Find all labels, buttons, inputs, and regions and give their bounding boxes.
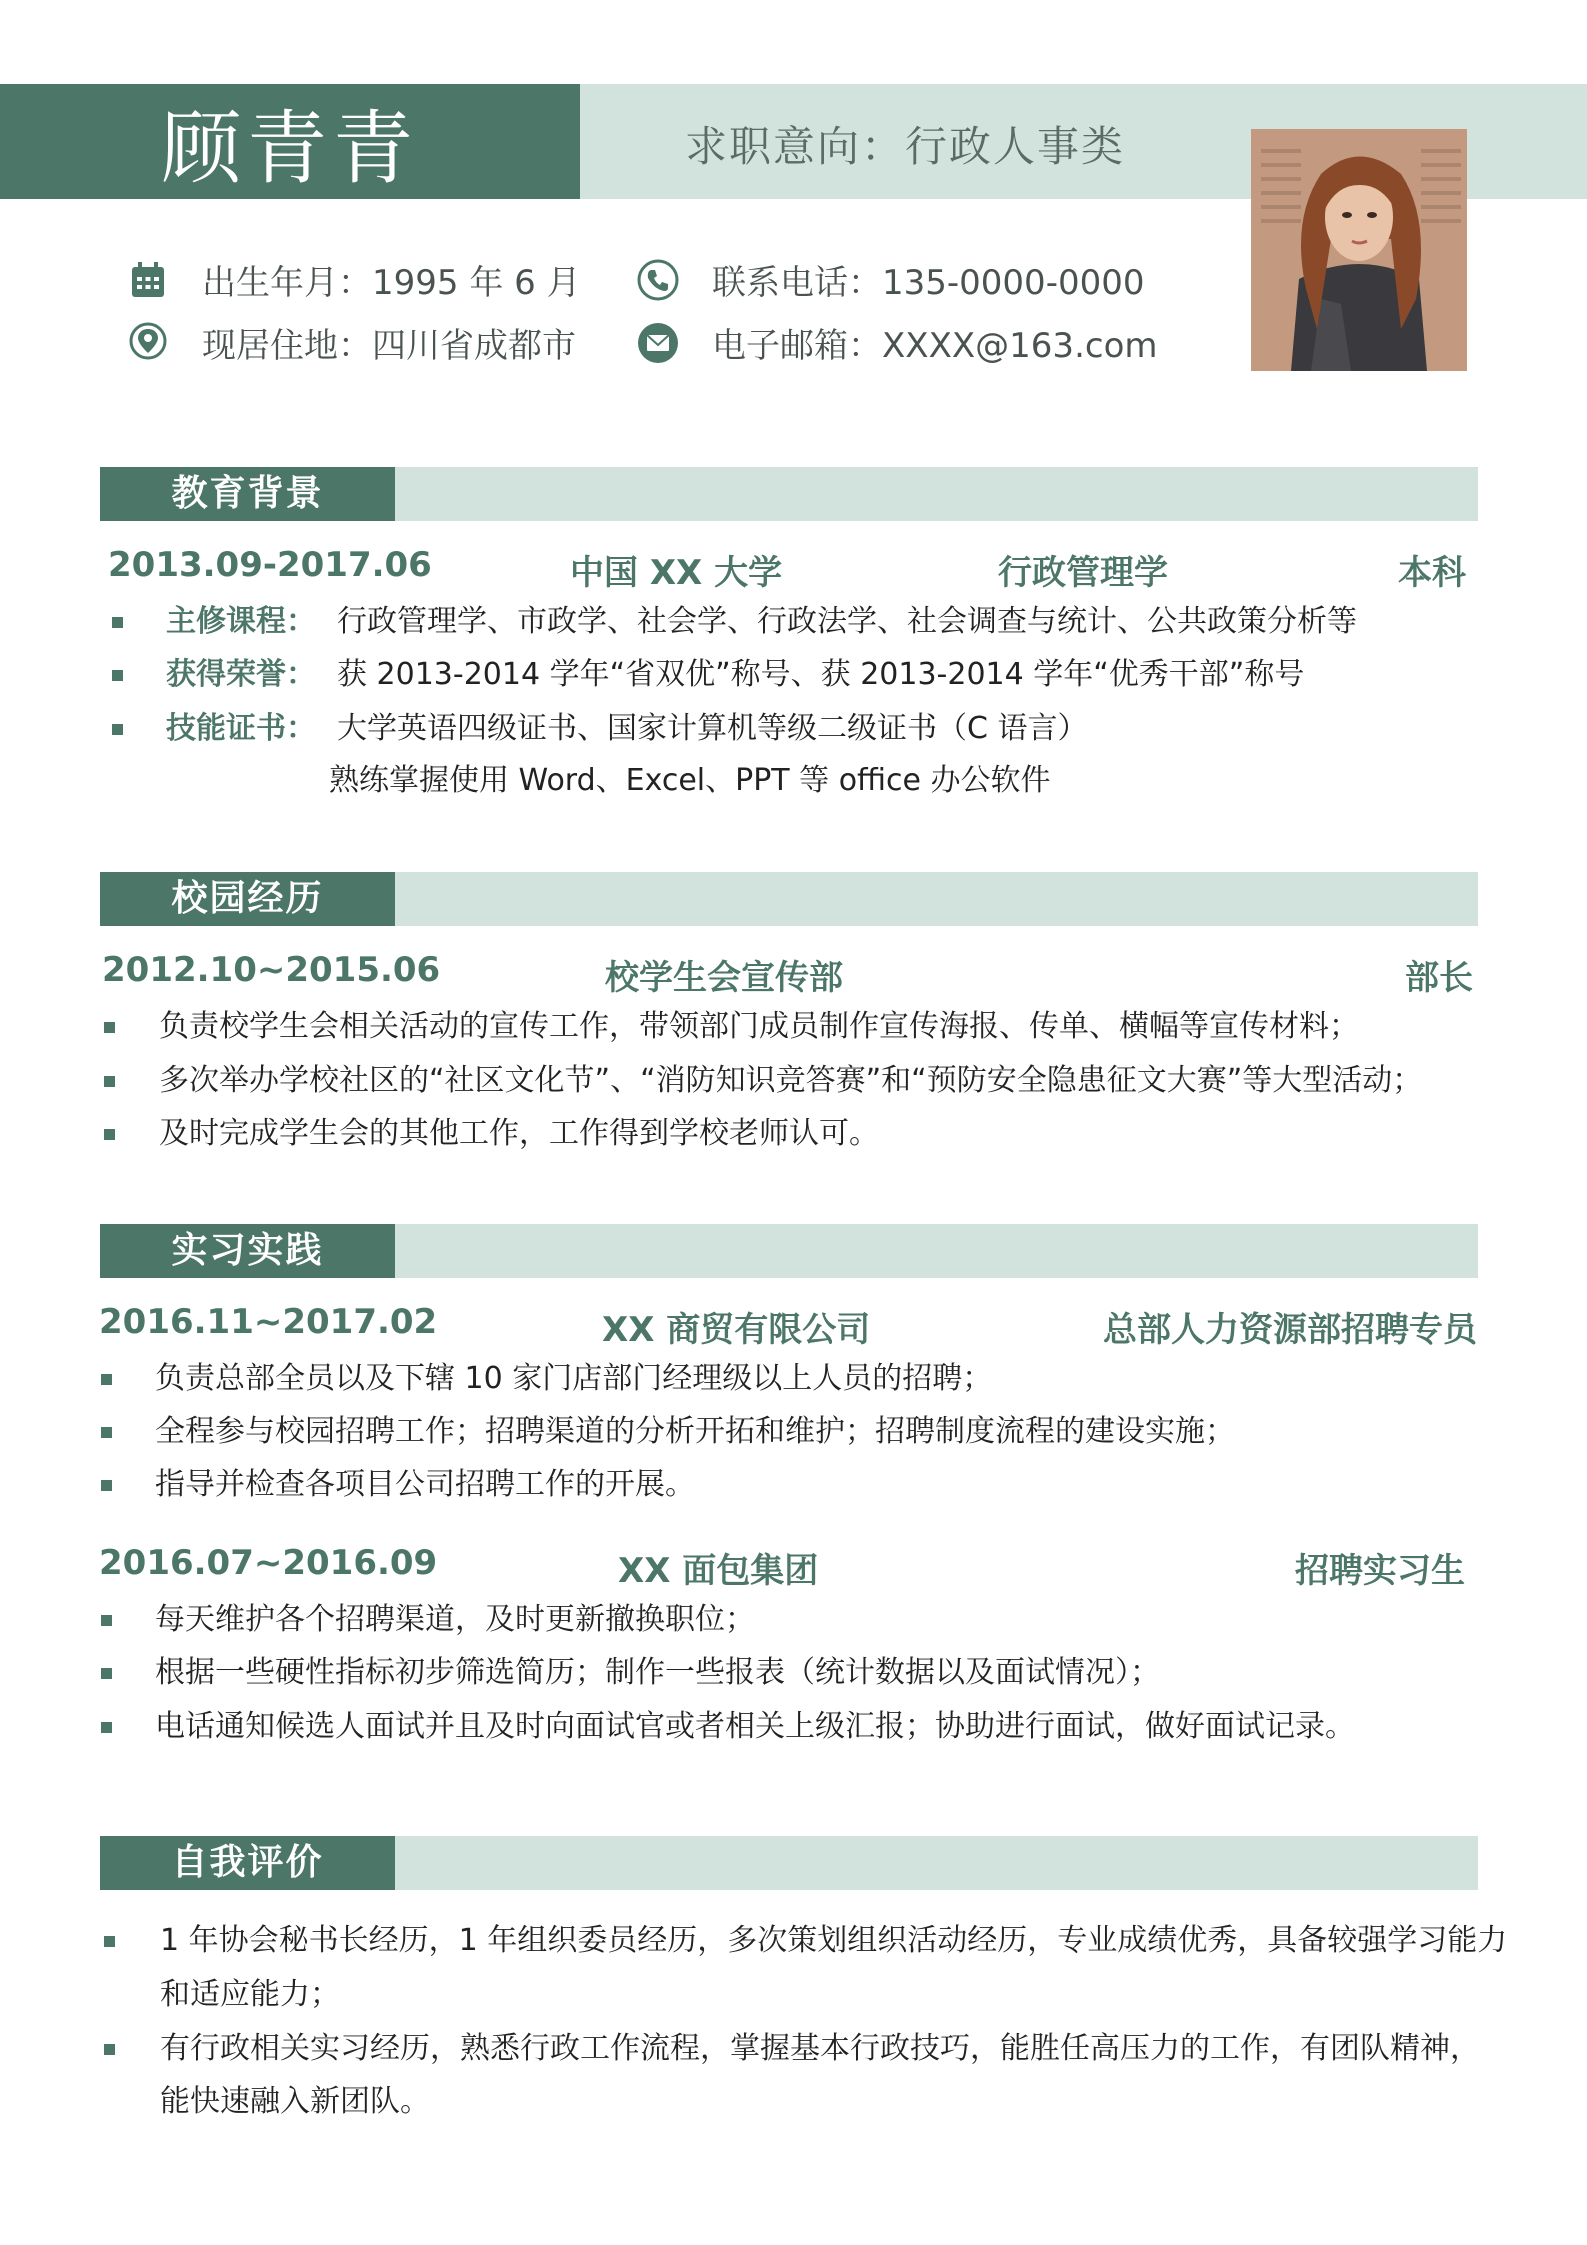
section-title: 教育背景	[100, 467, 395, 521]
item-text: 有行政相关实习经历，熟悉行政工作流程，掌握基本行政技巧，能胜任高压力的工作，有团队精神，	[160, 2031, 1480, 2066]
item-label: 获得荣誉：	[166, 657, 316, 692]
list-item	[101, 1599, 755, 1641]
section-self-header	[100, 1836, 1478, 1890]
bullet-square	[112, 617, 123, 628]
bullet-square	[101, 1480, 112, 1491]
bullet-square	[112, 670, 123, 681]
bullet-square	[101, 1668, 112, 1679]
list-item-continuation	[160, 1974, 340, 2016]
campus-role: 部长	[1405, 958, 1473, 998]
email-icon	[636, 321, 680, 365]
section-internship-header	[100, 1224, 1478, 1278]
info-phone	[636, 255, 1145, 304]
list-item	[101, 1464, 695, 1506]
list-item-continuation	[329, 760, 1051, 802]
bullet-square	[104, 1129, 115, 1140]
section-education-header	[100, 467, 1478, 521]
item-text: 电话通知候选人面试并且及时向面试官或者相关上级汇报；协助进行面试，做好面试记录。	[155, 1709, 1355, 1744]
candidate-name: 顾青青	[161, 102, 419, 195]
education-degree: 本科	[1398, 553, 1466, 593]
bullet-square	[104, 1022, 115, 1033]
phone-text: 联系电话：135-0000-0000	[712, 263, 1145, 303]
list-item	[112, 654, 1304, 696]
list-item-continuation	[160, 2081, 430, 2123]
name-banner	[0, 84, 580, 199]
bullet-square	[101, 1722, 112, 1733]
phone-icon	[636, 258, 680, 302]
birth-text: 出生年月：1995 年 6 月	[202, 263, 581, 303]
section-title: 校园经历	[100, 872, 395, 926]
job-intent: 求职意向：行政人事类	[685, 122, 1126, 171]
section-title: 实习实践	[100, 1224, 395, 1278]
item-text: 熟练掌握使用 Word、Excel、PPT 等 office 办公软件	[329, 763, 1051, 798]
job-role: 总部人力资源部招聘专员	[1103, 1310, 1477, 1350]
item-text: 根据一些硬性指标初步筛选简历；制作一些报表（统计数据以及面试情况）；	[155, 1655, 1160, 1690]
item-text: 及时完成学生会的其他工作，工作得到学校老师认可。	[159, 1116, 879, 1151]
job-period: 2016.11~2017.02	[99, 1302, 438, 1342]
item-text: 全程参与校园招聘工作；招聘渠道的分析开拓和维护；招聘制度流程的建设实施；	[155, 1414, 1235, 1449]
list-item	[101, 1652, 1160, 1694]
education-period: 2013.09-2017.06	[108, 545, 432, 585]
item-text: 负责总部全员以及下辖 10 家门店部门经理级以上人员的招聘；	[155, 1361, 993, 1396]
job-role: 招聘实习生	[1295, 1551, 1465, 1591]
info-birth	[126, 255, 581, 304]
calendar-icon	[126, 258, 170, 302]
list-item	[104, 2028, 1480, 2070]
section-title: 自我评价	[100, 1836, 395, 1890]
item-text: 能快速融入新团队。	[160, 2084, 430, 2119]
item-text: 负责校学生会相关活动的宣传工作，带领部门成员制作宣传海报、传单、横幅等宣传材料；	[159, 1009, 1359, 1044]
job-company: XX 商贸有限公司	[602, 1310, 871, 1350]
item-text: 行政管理学、市政学、社会学、行政法学、社会调查与统计、公共政策分析等	[337, 604, 1357, 639]
job-period: 2016.07~2016.09	[99, 1543, 438, 1583]
bullet-square	[104, 1076, 115, 1087]
bullet-square	[104, 1936, 115, 1947]
email-text: 电子邮箱：XXXX@163.com	[712, 326, 1158, 366]
address-text: 现居住地：四川省成都市	[202, 326, 576, 366]
list-item	[112, 708, 1087, 750]
bullet-square	[101, 1427, 112, 1438]
list-item	[104, 1060, 1422, 1102]
item-label: 主修课程：	[166, 604, 316, 639]
list-item	[104, 1006, 1359, 1048]
item-text: 大学英语四级证书、国家计算机等级二级证书（C 语言）	[337, 711, 1088, 746]
item-text: 获 2013-2014 学年“省双优”称号、获 2013-2014 学年“优秀干部”称号	[337, 657, 1305, 692]
list-item	[101, 1358, 992, 1400]
education-major: 行政管理学	[998, 553, 1168, 593]
bullet-square	[101, 1615, 112, 1626]
bullet-square	[104, 2044, 115, 2055]
campus-org: 校学生会宣传部	[605, 958, 843, 998]
bullet-square	[101, 1374, 112, 1385]
item-label: 技能证书：	[166, 711, 316, 746]
education-school: 中国 XX 大学	[570, 553, 783, 593]
list-item	[104, 1920, 1507, 1962]
item-text: 每天维护各个招聘渠道，及时更新撤换职位；	[155, 1602, 755, 1637]
bullet-square	[112, 724, 123, 735]
list-item	[112, 601, 1357, 643]
list-item	[101, 1706, 1355, 1748]
item-text: 多次举办学校社区的“社区文化节”、“消防知识竞答赛”和“预防安全隐患征文大赛”等大型活动；	[159, 1063, 1423, 1098]
job-company: XX 面包集团	[618, 1551, 819, 1591]
item-text: 1 年协会秘书长经历，1 年组织委员经历，多次策划组织活动经历，专业成绩优秀，具备较强学习能力	[160, 1923, 1508, 1958]
item-text: 和适应能力；	[160, 1977, 340, 2012]
info-address	[126, 318, 576, 367]
profile-photo	[1251, 129, 1467, 371]
section-campus-header	[100, 872, 1478, 926]
list-item	[101, 1411, 1235, 1453]
campus-period: 2012.10~2015.06	[102, 950, 441, 990]
list-item	[104, 1113, 879, 1155]
location-pin-icon	[126, 321, 170, 365]
info-email	[636, 318, 1158, 367]
item-text: 指导并检查各项目公司招聘工作的开展。	[155, 1467, 695, 1502]
